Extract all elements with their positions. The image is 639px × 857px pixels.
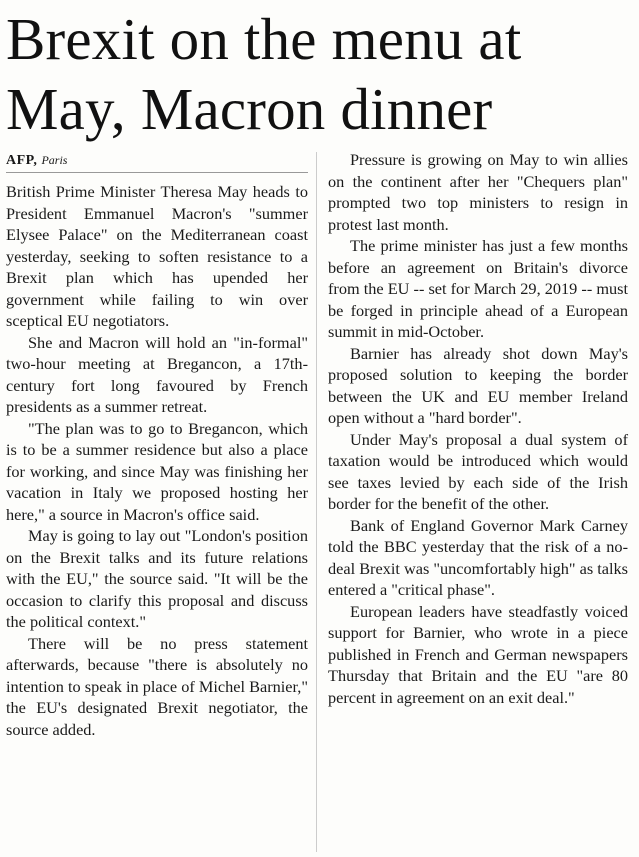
paragraph: Under May's proposal a dual system of taxation would be introduced which would see taxes levied by each side of the Irish border for the benefit of the other. <box>328 429 628 513</box>
paragraph: She and Macron will hold an "in-formal" two-hour meeting at Bregancon, a 17th-century fort long favoured by French presidents as a summer retreat. <box>6 332 308 416</box>
headline: Brexit on the menu at May, Macron dinner <box>6 6 522 142</box>
paragraph: "The plan was to go to Bregancon, which is to be a summer residence but also a place for working, and since May was finishing her vacation in Italy we proposed hosting her here," a source in Macron's office said. <box>6 418 308 524</box>
article-column-left <box>6 181 308 740</box>
byline-place: Paris <box>41 153 68 167</box>
byline-agency: AFP, <box>6 153 38 168</box>
paragraph: The prime minister has just a few months before an agreement on Britain's divorce from the EU -- set for March 29, 2019 -- must be forged in principle ahead of a European summit in mid-October. <box>328 236 628 341</box>
paragraph: British Prime Minister Theresa May heads to President Emmanuel Macron's "summer Elysee Palace" on the Mediterranean coast yesterday, seeking to soften resistance to a Brexit plan which has upended her government while failing to win over sceptical EU negotiators. <box>6 182 308 330</box>
paragraph: Pressure is growing on May to win allies on the continent after her "Chequers plan" prompted two top ministers to resign in protest last month. <box>328 150 628 234</box>
paragraph: Barnier has already shot down May's proposed solution to keeping the border between the UK and EU member Ireland open without a "hard border". <box>328 343 628 427</box>
paragraph: European leaders have steadfastly voiced support for Barnier, who wrote in a piece published in French and German newspapers Thursday that Britain and the EU "are 80 percent in agreement on an exit deal." <box>328 601 628 707</box>
byline <box>6 151 308 173</box>
paragraph: May is going to lay out "London's position on the Brexit talks and its future relations with the EU," the source said. "It will be the occasion to clarify this proposal and discuss the political context." <box>6 526 308 631</box>
article-column-right <box>328 149 628 708</box>
paragraph: There will be no press statement afterwards, because "there is absolutely no intention to speak in place of Michel Barnier," the EU's designated Brexit negotiator, the source added. <box>6 633 308 739</box>
column-divider <box>316 152 317 852</box>
paragraph: Bank of England Governor Mark Carney told the BBC yesterday that the risk of a no-deal Brexit was "uncomfortably high" as talks entered a "critical phase". <box>328 515 628 599</box>
